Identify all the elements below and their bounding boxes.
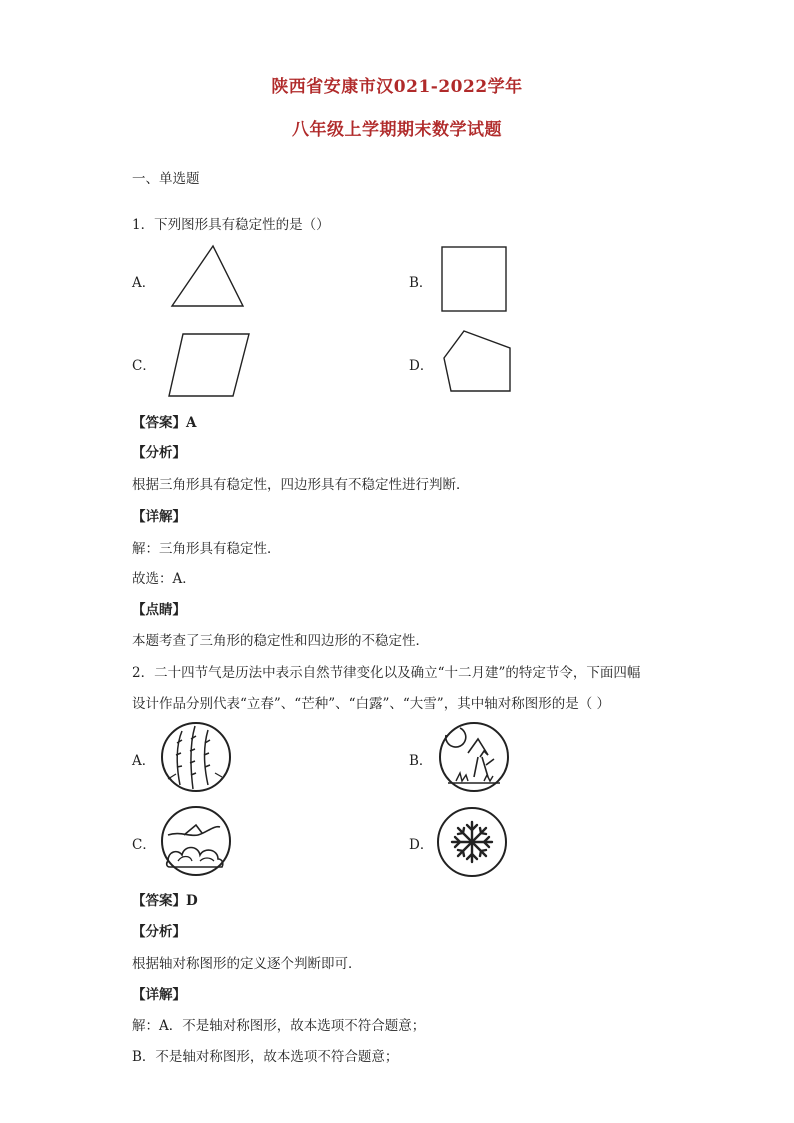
q1-analysis-heading: 【分析】 — [132, 445, 186, 461]
sun-grain-icon — [438, 721, 510, 793]
q2-stem-line-1: 2．二十四节气是历法中表示自然节律变化以及确立“十二月建”的特定节令，下面四幅 — [132, 665, 641, 681]
q2-detail-heading: 【详解】 — [132, 987, 186, 1003]
q1-comment-heading: 【点睛】 — [132, 602, 186, 618]
q1-detail-line-1: 解：三角形具有稳定性． — [132, 541, 281, 557]
q2-analysis-heading: 【分析】 — [132, 924, 186, 940]
q1-option-d-label: D． — [409, 358, 434, 374]
q1-stem: 1．下列图形具有稳定性的是（） — [132, 217, 330, 233]
q2-option-b-label: B． — [409, 753, 433, 769]
pentagon-figure — [442, 328, 512, 394]
crane-clouds-icon — [160, 805, 232, 877]
square-figure — [441, 246, 508, 312]
q1-option-a-label: A． — [132, 275, 156, 291]
q2-stem-line-2: 设计作品分别代表“立春”、“芒种”、“白露”、“大雪”，其中轴对称图形的是（ ） — [132, 696, 611, 712]
q2-option-d-label: D． — [409, 837, 434, 853]
q1-analysis: 根据三角形具有稳定性，四边形具有不稳定性进行判断． — [132, 477, 470, 493]
q2-answer: 【答案】D — [132, 893, 198, 909]
section-heading: 一、单选题 — [132, 171, 200, 187]
q2-detail-line-1: 解：A．不是轴对称图形，故本选项不符合题意； — [132, 1018, 426, 1034]
parallelogram-figure — [167, 332, 251, 398]
q1-option-c-label: C． — [132, 358, 156, 374]
willow-icon — [160, 721, 232, 793]
q2-detail-line-2: B．不是轴对称图形，故本选项不符合题意； — [132, 1049, 399, 1065]
q2-option-a-label: A． — [132, 753, 156, 769]
q1-detail-line-2: 故选：A． — [132, 571, 196, 587]
q1-detail-heading: 【详解】 — [132, 509, 186, 525]
q1-option-b-label: B． — [409, 275, 433, 291]
q2-analysis: 根据轴对称图形的定义逐个判断即可． — [132, 956, 362, 972]
q1-answer: 【答案】A — [132, 415, 197, 431]
title-line-2: 八年级上学期期末数学试题 — [292, 120, 502, 140]
triangle-figure — [170, 244, 245, 309]
q2-option-c-label: C． — [132, 837, 156, 853]
snowflake-icon — [436, 806, 508, 878]
title-line-1: 陕西省安康市汉021-2022学年 — [271, 77, 523, 97]
q1-comment: 本题考查了三角形的稳定性和四边形的不稳定性． — [132, 633, 429, 649]
